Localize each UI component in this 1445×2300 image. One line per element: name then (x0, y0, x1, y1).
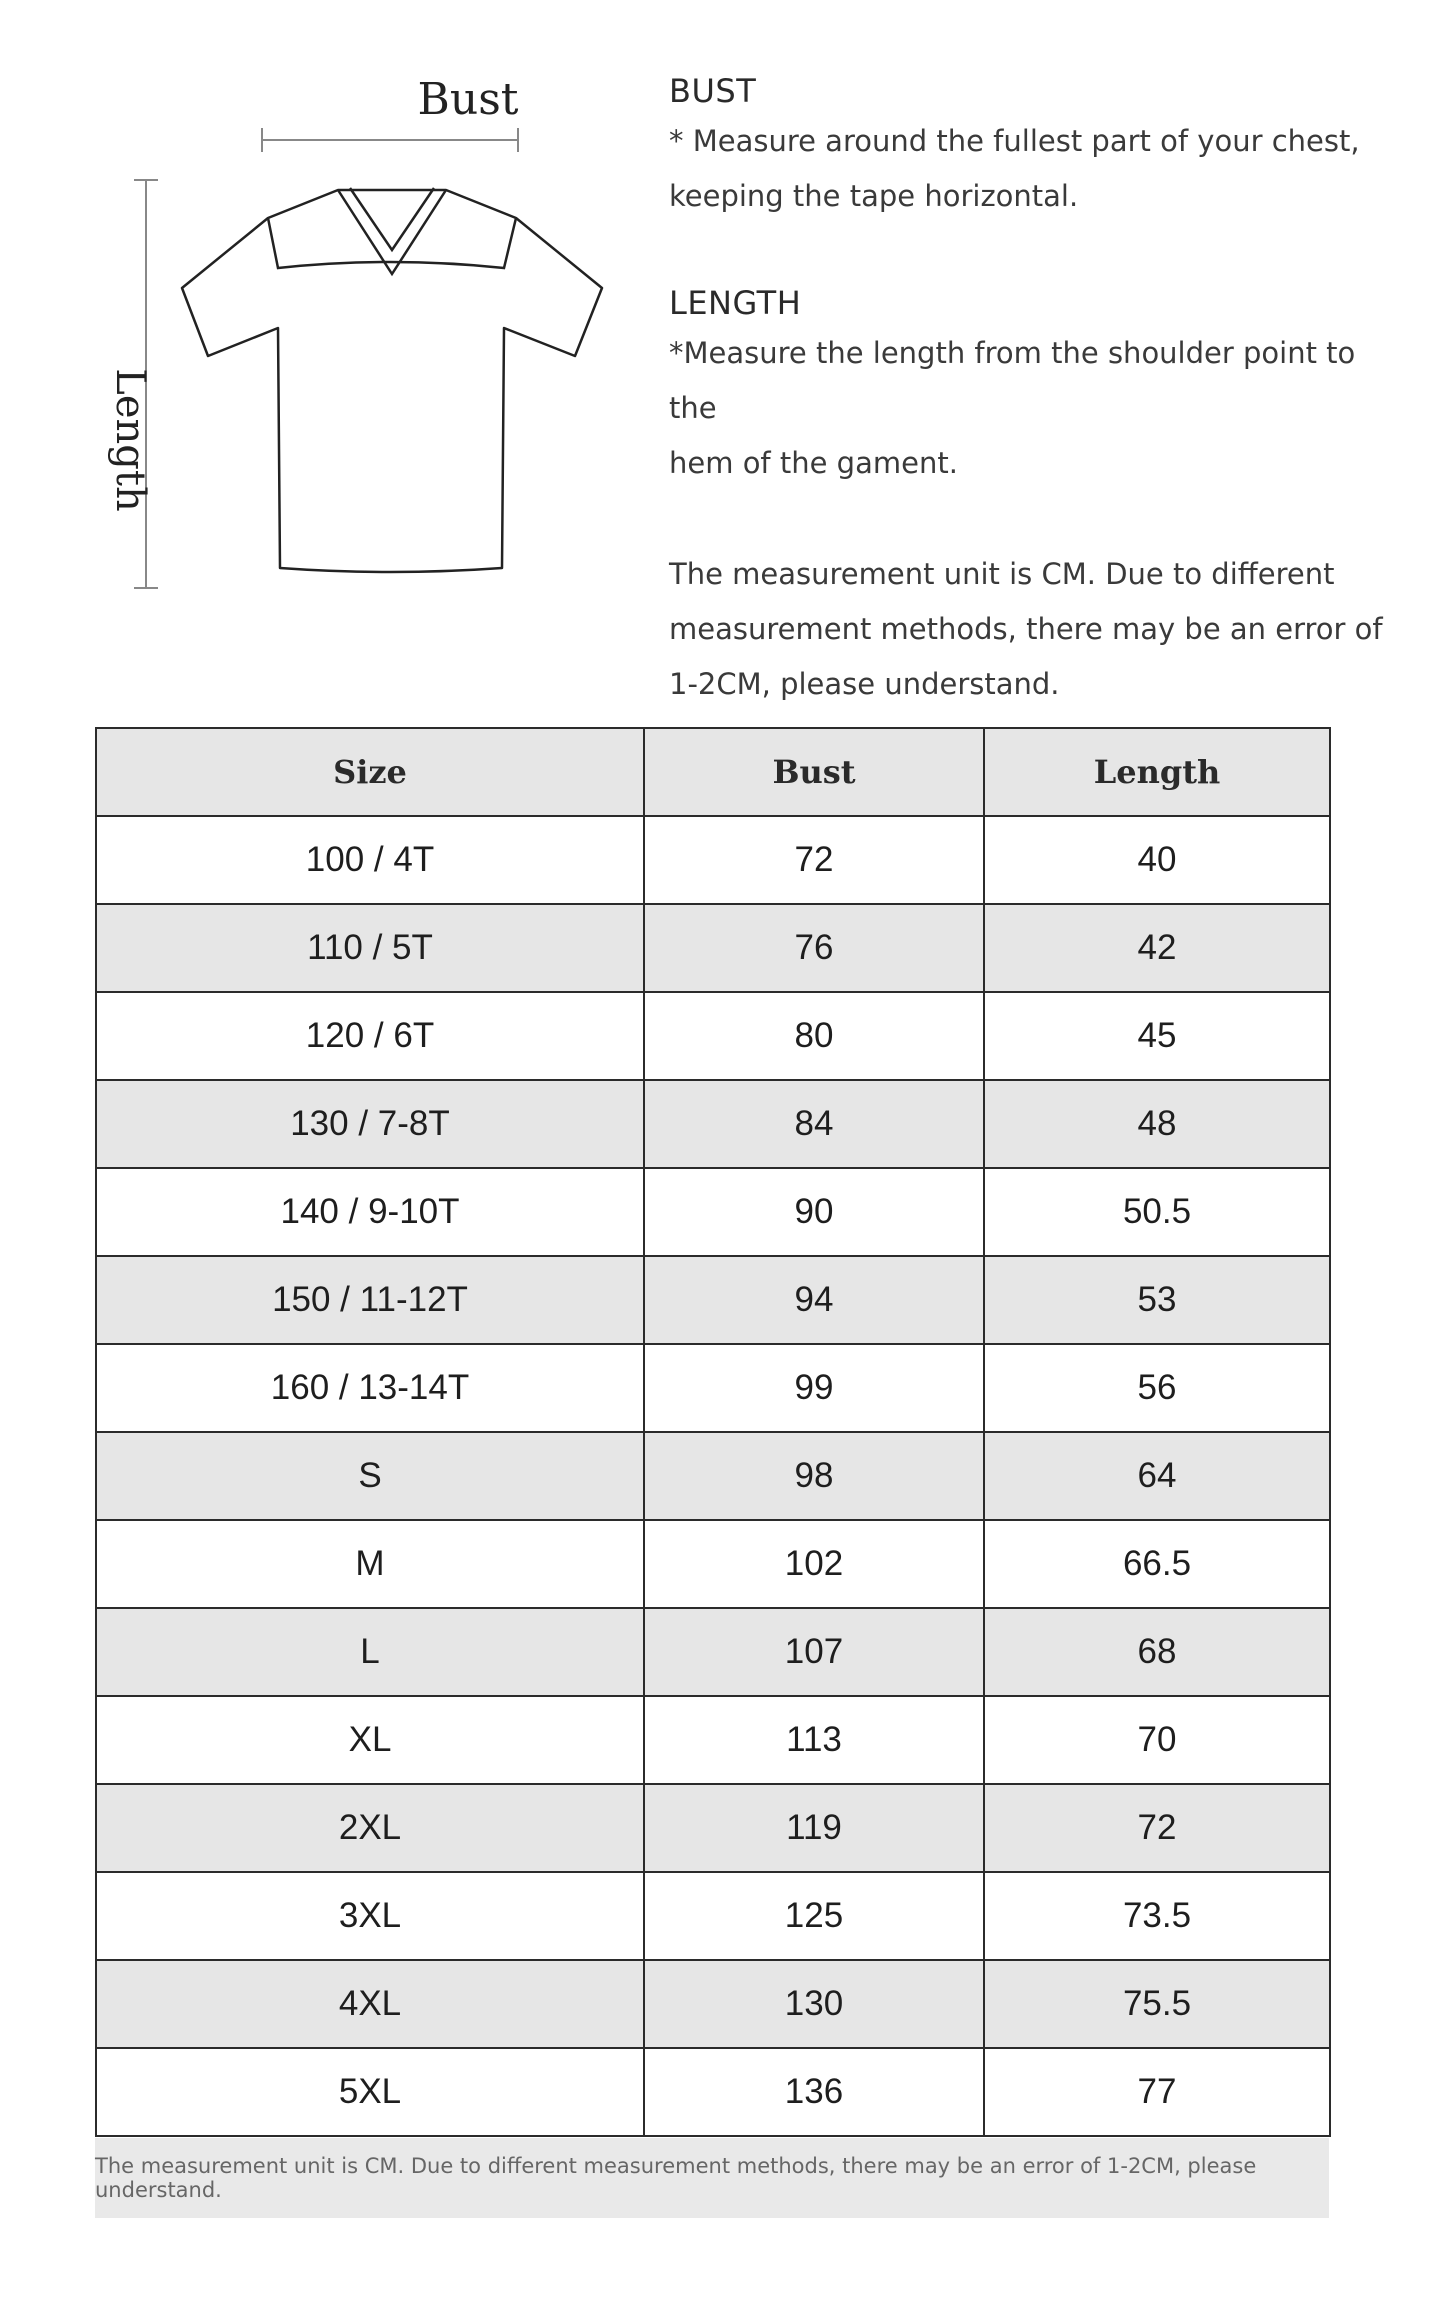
cell-size: 2XL (96, 1784, 644, 1872)
table-row (96, 2048, 1330, 2136)
cell-bust: 94 (644, 1256, 984, 1344)
table-header-row (96, 728, 1330, 816)
cell-bust: 84 (644, 1080, 984, 1168)
cell-size: S (96, 1432, 644, 1520)
table-row (96, 1168, 1330, 1256)
cell-size: 130 / 7-8T (96, 1080, 644, 1168)
cell-length: 40 (984, 816, 1330, 904)
cell-bust: 107 (644, 1608, 984, 1696)
bust-instruction-line-1: * Measure around the fullest part of your chest, (669, 124, 1360, 158)
header-length: Length (984, 728, 1330, 816)
table-row (96, 1784, 1330, 1872)
tshirt-diagram (70, 60, 630, 620)
tshirt-outline-icon (70, 60, 630, 620)
bust-heading: BUST (669, 72, 757, 110)
cell-length: 56 (984, 1344, 1330, 1432)
length-instruction-line-2: hem of the gament. (669, 446, 958, 480)
cell-size: 3XL (96, 1872, 644, 1960)
cell-length: 66.5 (984, 1520, 1330, 1608)
length-diagram-label: Length (107, 368, 153, 512)
cell-size: L (96, 1608, 644, 1696)
cell-bust: 90 (644, 1168, 984, 1256)
cell-size: 4XL (96, 1960, 644, 2048)
table-row (96, 992, 1330, 1080)
cell-size: 140 / 9-10T (96, 1168, 644, 1256)
table-row (96, 1608, 1330, 1696)
cell-size: XL (96, 1696, 644, 1784)
cell-length: 42 (984, 904, 1330, 992)
length-instruction-line-1: *Measure the length from the shoulder point to the (669, 336, 1356, 425)
cell-length: 70 (984, 1696, 1330, 1784)
cell-bust: 72 (644, 816, 984, 904)
cell-size: M (96, 1520, 644, 1608)
header-size: Size (96, 728, 644, 816)
cell-size: 110 / 5T (96, 904, 644, 992)
cell-length: 77 (984, 2048, 1330, 2136)
cell-bust: 80 (644, 992, 984, 1080)
unit-note-line-1: The measurement unit is CM. Due to different (669, 557, 1335, 591)
cell-length: 64 (984, 1432, 1330, 1520)
cell-size: 150 / 11-12T (96, 1256, 644, 1344)
table-row (96, 904, 1330, 992)
unit-note-line-2: measurement methods, there may be an error of (669, 612, 1383, 646)
cell-length: 72 (984, 1784, 1330, 1872)
table-row (96, 1344, 1330, 1432)
cell-size: 120 / 6T (96, 992, 644, 1080)
table-row (96, 816, 1330, 904)
cell-length: 75.5 (984, 1960, 1330, 2048)
bust-diagram-label: Bust (417, 74, 519, 125)
cell-size: 100 / 4T (96, 816, 644, 904)
cell-length: 45 (984, 992, 1330, 1080)
cell-length: 50.5 (984, 1168, 1330, 1256)
table-row (96, 1960, 1330, 2048)
table-row (96, 1520, 1330, 1608)
unit-note-line-3: 1-2CM, please understand. (669, 667, 1060, 701)
footer-unit-note: The measurement unit is CM. Due to different measurement methods, there may be an error of 1-2CM, please understand. (95, 2138, 1329, 2218)
size-chart-table (95, 727, 1331, 2137)
cell-bust: 99 (644, 1344, 984, 1432)
header-bust: Bust (644, 728, 984, 816)
cell-size: 5XL (96, 2048, 644, 2136)
cell-bust: 130 (644, 1960, 984, 2048)
cell-bust: 119 (644, 1784, 984, 1872)
table-row (96, 1432, 1330, 1520)
cell-length: 48 (984, 1080, 1330, 1168)
table-row (96, 1696, 1330, 1784)
cell-bust: 102 (644, 1520, 984, 1608)
cell-size: 160 / 13-14T (96, 1344, 644, 1432)
cell-length: 53 (984, 1256, 1330, 1344)
cell-bust: 98 (644, 1432, 984, 1520)
cell-bust: 136 (644, 2048, 984, 2136)
table-row (96, 1080, 1330, 1168)
table-row (96, 1256, 1330, 1344)
cell-bust: 113 (644, 1696, 984, 1784)
cell-length: 73.5 (984, 1872, 1330, 1960)
cell-length: 68 (984, 1608, 1330, 1696)
table-row (96, 1872, 1330, 1960)
bust-instruction-line-2: keeping the tape horizontal. (669, 179, 1079, 213)
cell-bust: 76 (644, 904, 984, 992)
length-heading: LENGTH (669, 284, 802, 322)
cell-bust: 125 (644, 1872, 984, 1960)
measurement-notes (669, 68, 1389, 712)
